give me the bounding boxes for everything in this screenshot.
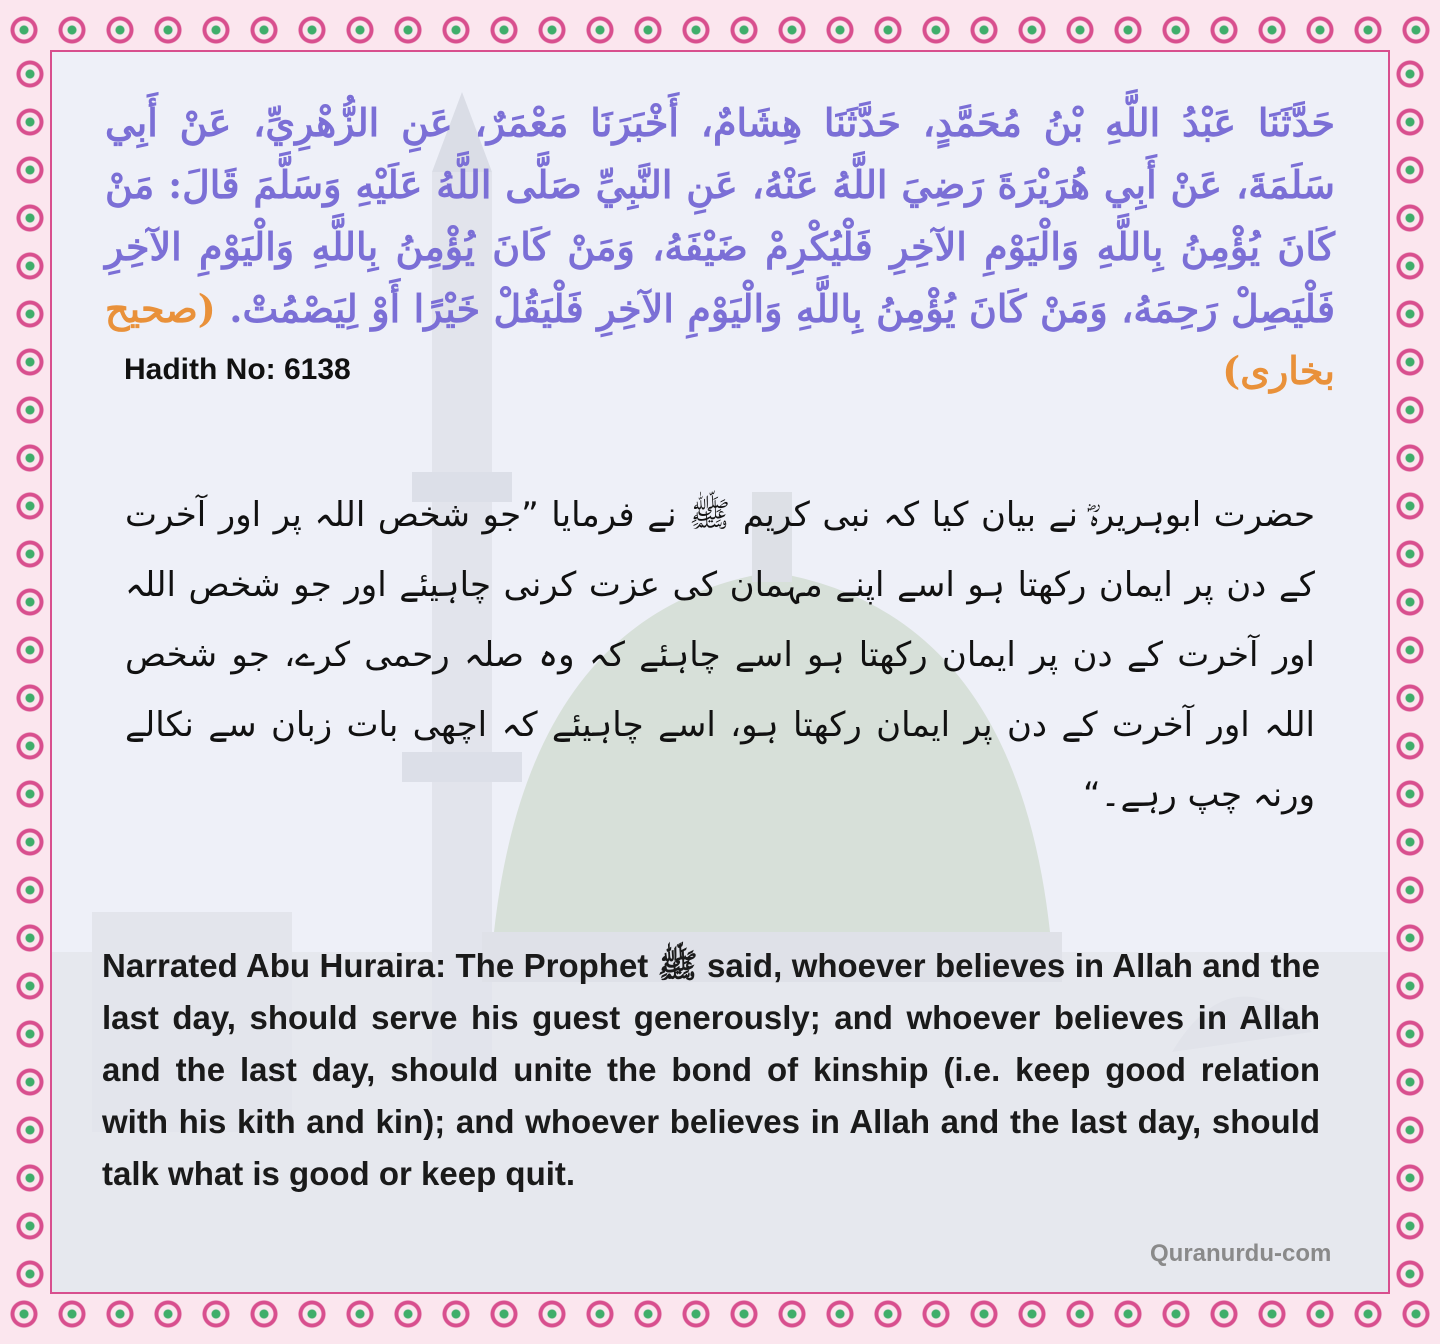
source-reference: (صحیح بخاری) — [105, 286, 1335, 393]
ornamental-border-left — [0, 50, 50, 1294]
ornamental-border-bottom — [0, 1294, 1440, 1344]
ornamental-border-top — [0, 0, 1440, 50]
ornamental-border-right — [1390, 50, 1440, 1294]
english-translation: Narrated Abu Huraira: The Prophet ﷺ said, whoever believes in Allah and the last day, should serve his guest generously; and whoever believes in Allah and the last day, should unite the bond of kinship (i.e. keep good relation with his kith and kin); and whoever believes in Allah and the last day, should talk what is good or keep quit. — [102, 947, 1320, 1192]
urdu-translation: حضرت ابوہریرہؓ نے بیان کیا کہ نبی کریم ﷺ نے فرمایا ”جو شخص اللہ پر اور آخرت کے دن پر ایمان رکھتا ہو اسے اپنے مہمان کی عزت کرنی چاہیئے اور جو شخص اللہ اور آخرت کے دن پر ایمان رکھتا ہو اسے چاہئے کہ وہ صلہ رحمی کرے، جو شخص اللہ اور آخرت کے دن پر ایمان رکھتا ہو، اسے چاہیئے کہ اچھی بات زبان سے نکالے ورنہ چپ رہے۔“ — [125, 495, 1315, 815]
hadith-number: Hadith No: 6138 — [124, 353, 351, 386]
site-watermark: Quranurdu-com — [1150, 1240, 1332, 1267]
arabic-text-body: حَدَّثَنَا عَبْدُ اللَّهِ بْنُ مُحَمَّدٍ، حَدَّثَنَا هِشَامٌ، أَخْبَرَنَا مَعْمَرٌ، عَنِ الزُّهْرِيِّ، عَنْ أَبِي سَلَمَةَ، عَنْ أَبِي هُرَيْرَةَ رَضِيَ اللَّهُ عَنْهُ، عَنِ النَّبِيِّ صَلَّى اللَّهُ عَلَيْهِ وَسَلَّمَ قَالَ: مَنْ كَانَ يُؤْمِنُ بِاللَّهِ وَالْيَوْمِ الآخِرِ فَلْيُكْرِمْ ضَيْفَهُ، وَمَنْ كَانَ يُؤْمِنُ بِاللَّهِ وَالْيَوْمِ الآخِرِ فَلْيَصِلْ رَحِمَهُ، وَمَنْ كَانَ يُؤْمِنُ بِاللَّهِ وَالْيَوْمِ الآخِرِ فَلْيَقُلْ خَيْرًا أَوْ لِيَصْمُتْ. — [105, 100, 1335, 331]
